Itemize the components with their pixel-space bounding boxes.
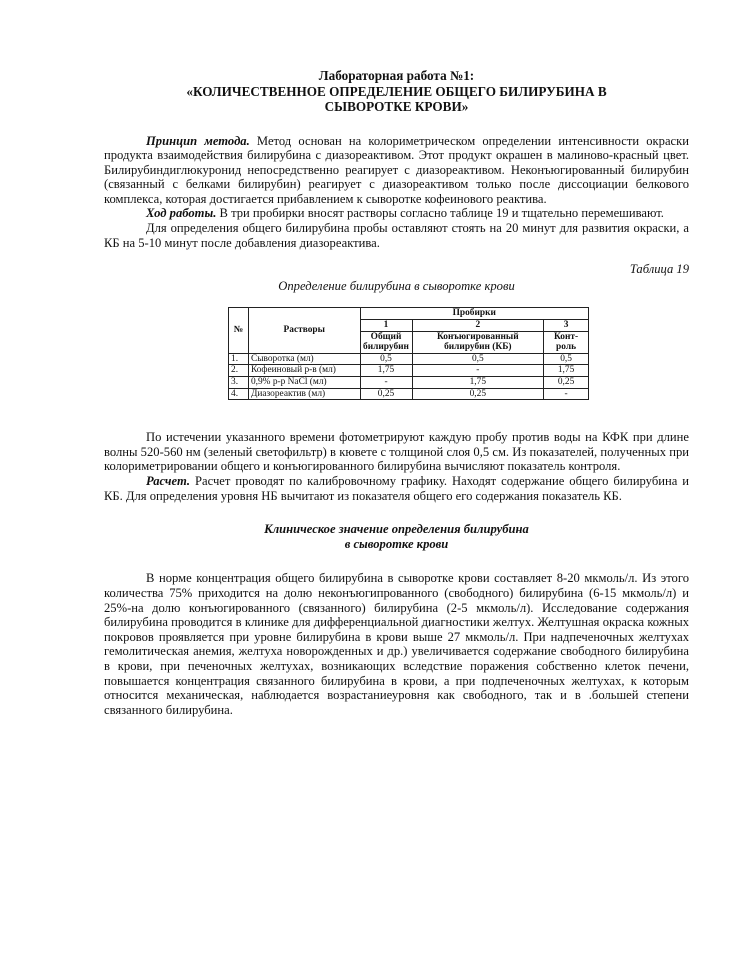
header-num: № bbox=[229, 308, 249, 353]
document-page bbox=[104, 68, 689, 717]
bilirubin-table bbox=[228, 307, 589, 400]
table-number: Таблица 19 bbox=[629, 262, 689, 277]
row-value-2: 0,5 bbox=[412, 353, 544, 365]
row-value-3: 1,75 bbox=[544, 365, 589, 377]
row-value-1: 1,75 bbox=[360, 365, 412, 377]
row-num: 2. bbox=[229, 365, 249, 377]
document-title bbox=[104, 68, 689, 115]
measurement-paragraph: По истечении указанного времени фотометрируют каждую пробу против воды на КФК при длине волны 520-560 нм (зеленый светофильтр) в кювете с толщиной слоя 0,5 см. Из показателей, полученных при колориметрировании общего и конъюгированного билирубина вычисляют показатель контроля. bbox=[104, 430, 689, 474]
row-value-1: 0,25 bbox=[360, 388, 412, 400]
clinical-heading-line-2: в сыворотке крови bbox=[344, 536, 449, 551]
header-tubes: Пробирки bbox=[360, 308, 588, 320]
row-name: 0,9% р-р NaCl (мл) bbox=[248, 377, 360, 389]
procedure-lead: Ход работы. bbox=[146, 206, 217, 221]
table-caption: Определение билирубина в сыворотке крови bbox=[278, 278, 515, 293]
procedure-paragraph-2: Для определения общего билирубина пробы оставляют стоять на 20 минут для развития окраски, а КБ на 5-10 минут после добавления диазореактива. bbox=[104, 221, 689, 250]
table-row bbox=[229, 388, 589, 400]
table-row bbox=[229, 377, 589, 389]
row-value-3: - bbox=[544, 388, 589, 400]
calculation-text: Расчет проводят по калибровочному графику. Находят содержание общего билирубина и КБ. Для определения уровня НБ вычитают из показателя общего его содержания показатель КБ. bbox=[104, 473, 689, 503]
tube-num-1: 1 bbox=[360, 320, 412, 332]
table-row bbox=[229, 365, 589, 377]
title-line-2: «КОЛИЧЕСТВЕННОЕ ОПРЕДЕЛЕНИЕ ОБЩЕГО БИЛИРУБИНА В bbox=[186, 83, 607, 99]
calculation-lead: Расчет. bbox=[146, 473, 191, 488]
tube-num-3: 3 bbox=[544, 320, 589, 332]
row-value-2: - bbox=[412, 365, 544, 377]
row-num: 4. bbox=[229, 388, 249, 400]
tube-num-2: 2 bbox=[412, 320, 544, 332]
row-name: Кофеиновый р-в (мл) bbox=[248, 365, 360, 377]
clinical-paragraph: В норме концентрация общего билирубина в сыворотке крови составляет 8-20 мкмоль/л. Из этого количества 75% приходится на долю неконъюгипрованного (свободного) билирубина (6-15 мкмоль/л) и 25%-на долю конъюгированного (связанного) билирубина (2-5 мкмоль/л). Исследование содержания билирубина проводится в клинике для дифференциальной диагностики желтух. Желтушная окраска кожных покровов проявляется при уровне билирубина в крови выше 27 мкмоль/л. При надпеченочных желтухах гемолитическая анемия, желтуха новорожденных и др.) увеличивается содержание свободного билирубина в крови, при печеночных желтухах, возникающих вследствие поражения собственно клеток печени, повышается концентрация связанного билирубина в крови, а при подпеченочных желтухах, к которым относится механическая, наблюдается возрастаниеуровня как свободного, так и в .большей степени связанного билирубина. bbox=[104, 571, 689, 717]
procedure-paragraph bbox=[104, 206, 689, 221]
calculation-paragraph bbox=[104, 474, 689, 503]
table-row bbox=[229, 353, 589, 365]
clinical-heading bbox=[104, 522, 689, 551]
procedure-text: В три пробирки вносят растворы согласно таблице 19 и тщательно перемешивают. bbox=[216, 206, 664, 221]
row-value-1: - bbox=[360, 377, 412, 389]
row-name: Диазореактив (мл) bbox=[248, 388, 360, 400]
header-solutions: Растворы bbox=[248, 308, 360, 353]
tube-name-2: Конъюгированный билирубин (КБ) bbox=[412, 331, 544, 353]
row-value-3: 0,25 bbox=[544, 377, 589, 389]
row-name: Сыворотка (мл) bbox=[248, 353, 360, 365]
principle-lead: Принцип метода. bbox=[146, 133, 250, 148]
tube-name-1: Общий билирубин bbox=[360, 331, 412, 353]
title-line-3: СЫВОРОТКЕ КРОВИ» bbox=[324, 99, 469, 114]
row-num: 1. bbox=[229, 353, 249, 365]
row-value-2: 1,75 bbox=[412, 377, 544, 389]
row-value-2: 0,25 bbox=[412, 388, 544, 400]
table-header-row-1 bbox=[229, 308, 589, 320]
row-value-3: 0,5 bbox=[544, 353, 589, 365]
tube-name-3: Конт-роль bbox=[544, 331, 589, 353]
clinical-heading-line-1: Клиническое значение определения билирубина bbox=[264, 522, 529, 537]
title-line-1: Лабораторная работа №1: bbox=[318, 68, 475, 83]
row-num: 3. bbox=[229, 377, 249, 389]
principle-text: Метод основан на колориметрическом определении интенсивности окраски продукта взаимодействия билирубина с диазореактивом. Этот продукт окрашен в малиново-красный цвет. Билирубиндиглюкуронид непосредственно реагирует с диазореактивом. Неконъюгированный билирубин (связанный с белками билирубин) реагирует с диазореактивом только после диссоциации белкового комплекса, которая достигается прибавлением к сыворотке кофеинового реактива. bbox=[104, 133, 689, 206]
principle-paragraph bbox=[104, 134, 689, 207]
row-value-1: 0,5 bbox=[360, 353, 412, 365]
